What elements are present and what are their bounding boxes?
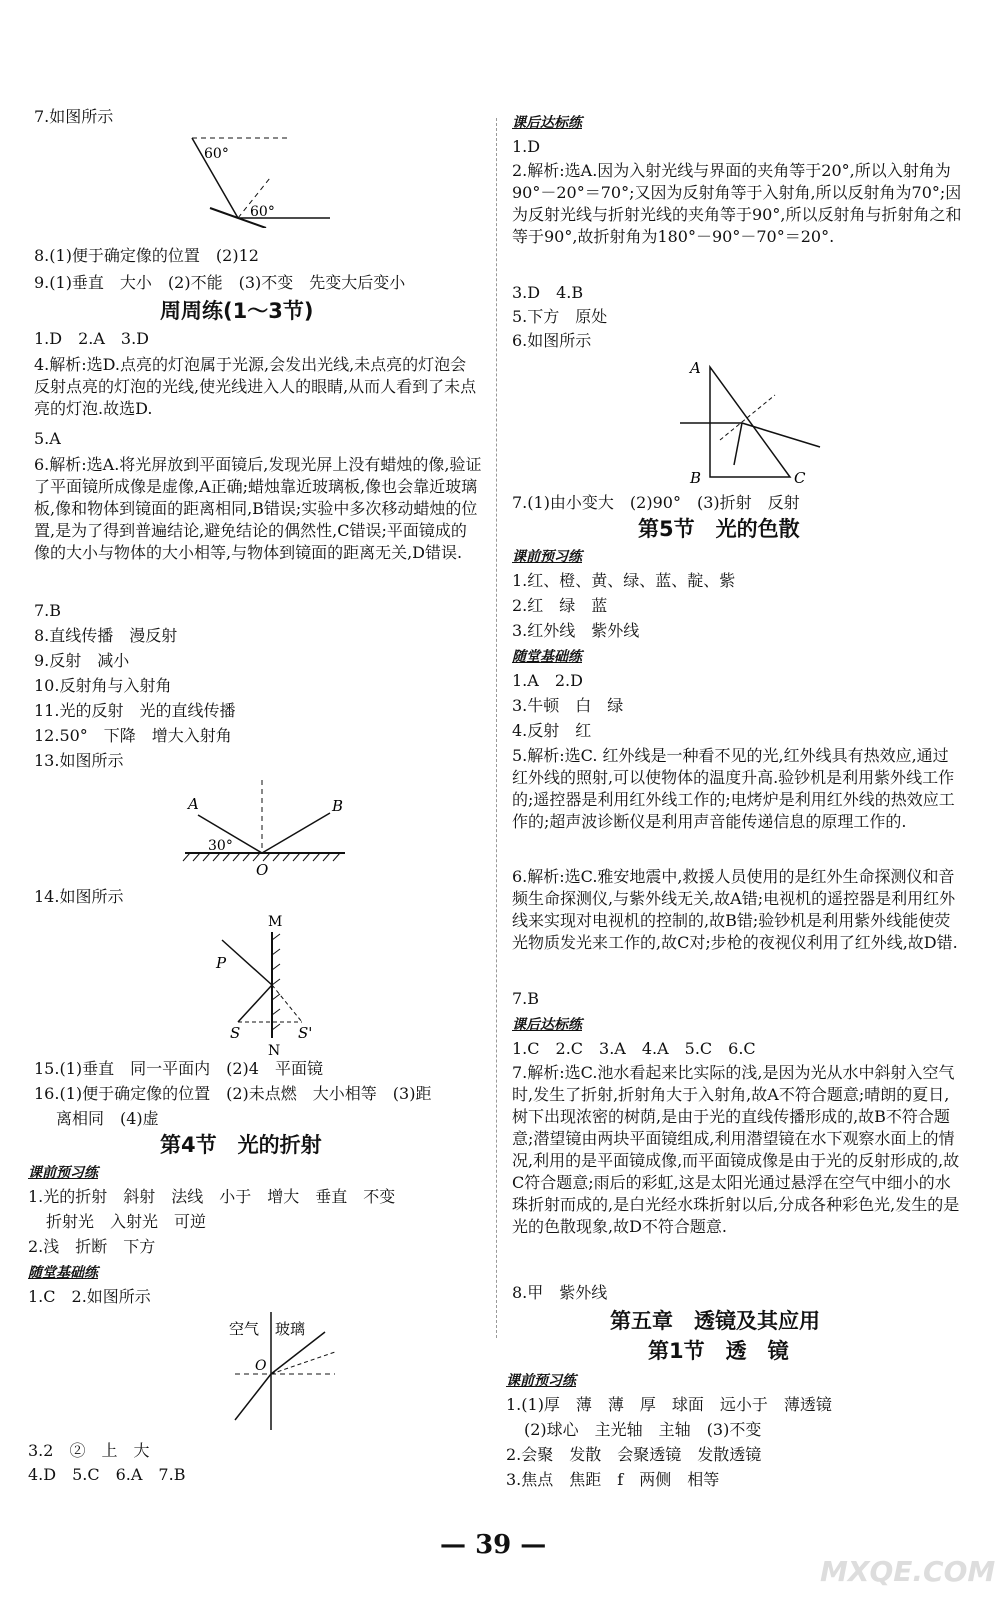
medium-air: 空气 xyxy=(229,1320,260,1338)
point-o: O xyxy=(255,1358,267,1374)
answer-13: 13.如图所示 xyxy=(34,751,124,770)
answer-2: 2.会聚 发散 会聚透镜 发散透镜 xyxy=(506,1445,762,1464)
answer-4: 4.解析:选D.点亮的灯泡属于光源,会发出光线,未点亮的灯泡会反射点亮的灯泡的光线,使光线进入人的眼睛,从而人看到了未点亮的灯泡.故选D. xyxy=(34,355,477,418)
point-p: P xyxy=(216,954,227,972)
point-o: O xyxy=(256,861,269,879)
subsection-tag: 课前预习练 xyxy=(512,549,582,565)
answer-9: 9.(1)垂直 大小 (2)不能 (3)不变 先变大后变小 xyxy=(34,273,406,292)
answer-12: 12.50° 下降 增大入射角 xyxy=(34,726,232,745)
vertex-a: A xyxy=(690,359,701,377)
subsection-tag: 课前预习练 xyxy=(28,1165,98,1181)
answer-1-cont: 折射光 入射光 可逆 xyxy=(46,1212,207,1231)
section-title: 周周练(1～3节) xyxy=(160,299,314,323)
answer-2: 2.解析:选A.因为入射光线与界面的夹角等于20°,所以入射角为90°－20°＝70°;又因为反射角等于入射角,所以反射角为70°;因为反射光线与折射光线的夹角等于90°,所以反射角与折射角之和等于90°,故折射角为180°－90°－70°＝20°. xyxy=(512,161,962,246)
point-b: B xyxy=(332,797,344,815)
answer-11: 11.光的反射 光的直线传播 xyxy=(34,701,236,720)
answer-6: 6.如图所示 xyxy=(512,331,592,350)
column-divider xyxy=(496,118,497,1338)
point-m: M xyxy=(268,914,283,930)
answer-2: 2.红 绿 蓝 xyxy=(512,596,608,615)
answer-6: 6.解析:选C.雅安地震中,救援人员使用的是红外生命探测仪和音频生命探测仪,与紫外线无关,故A错;电视机的遥控器是利用红外线来实现对电视机的控制的,故B错;验钞机是利用紫外线能使荧光物质发光来工作的,故C对;步枪的夜视仪利用了红外线,故D错. xyxy=(512,867,958,952)
answer-1-cont: (2)球心 主光轴 主轴 (3)不变 xyxy=(524,1420,762,1439)
answer-7b: 7.解析:选C.池水看起来比实际的浅,是因为光从水中斜射入空气时,发生了折射,折射角大于入射角,故A不符合题意;晴朗的夏日,树下出现浓密的树荫,是由于光的直线传播形成的,故B不符合题意;潜望镜由两块平面镜组成,利用潜望镜在水下观察水面上的情况,利用的是平面镜成像,而平面镜成像是由于光的反射形成的,故C符合题意;雨后的彩虹,这是太阳光通过悬浮在空气中细小的水珠折射而成的,是白光经水珠折射以后,分成各种彩色光,发生的是光的色散现象,故D不符合题意. xyxy=(512,1063,960,1236)
answer-15: 15.(1)垂直 同一平面内 (2)4 平面镜 xyxy=(34,1059,323,1078)
answer-1: 1.(1)厚 薄 薄 厚 球面 远小于 薄透镜 xyxy=(506,1395,832,1414)
subsection-tag: 随堂基础练 xyxy=(28,1265,98,1281)
point-n: N xyxy=(268,1043,281,1059)
vertex-c: C xyxy=(794,469,806,487)
answer-7: 7.如图所示 xyxy=(34,107,114,126)
answer-8: 8.(1)便于确定像的位置 (2)12 xyxy=(34,246,259,265)
page-number: — 39 — xyxy=(440,1530,547,1560)
section-title: 第5节 光的色散 xyxy=(638,517,800,541)
answer-16: 16.(1)便于确定像的位置 (2)未点燃 大小相等 (3)距 xyxy=(34,1084,432,1103)
figure-prism xyxy=(680,355,830,490)
subsection-tag: 课前预习练 xyxy=(506,1373,576,1389)
answer-1: 1.C 2.如图所示 xyxy=(28,1287,151,1306)
answer-row: 1.C 2.C 3.A 4.A 5.C 6.C xyxy=(512,1039,756,1058)
answer-4: 4.反射 红 xyxy=(512,721,592,740)
answer-9b: 9.反射 减小 xyxy=(34,651,130,670)
subsection-tag: 课后达标练 xyxy=(512,115,582,131)
answer-1: 1.光的折射 斜射 法线 小于 增大 垂直 不变 xyxy=(28,1187,396,1206)
medium-glass: 玻璃 xyxy=(275,1320,306,1338)
vertex-b: B xyxy=(690,469,702,487)
answer-1: 1.D xyxy=(512,137,541,156)
answer-14: 14.如图所示 xyxy=(34,887,124,906)
chapter-title: 第五章 透镜及其应用 xyxy=(610,1309,820,1333)
watermark-logo: MXQE.COM xyxy=(820,1555,996,1588)
answer-2: 2.浅 折断 下方 xyxy=(28,1237,156,1256)
answer-7b: 7.B xyxy=(34,601,62,620)
section-title: 第4节 光的折射 xyxy=(160,1133,322,1157)
answer-3: 3.红外线 紫外线 xyxy=(512,621,640,640)
answer-3: 3.2 ② 上 大 xyxy=(28,1441,150,1460)
point-s-prime: S' xyxy=(298,1024,313,1042)
answer-5: 5.下方 原处 xyxy=(512,307,608,326)
answer-3: 3.牛顿 白 绿 xyxy=(512,696,624,715)
answer-5: 5.解析:选C. 红外线是一种看不见的光,红外线具有热效应,通过红外线的照射,可以使物体的温度升高.验钞机是利用紫外线工作的;遥控器是利用红外线工作的;电烤炉是利用红外线的热效应工作的;超声波诊断仪是利用声音能传递信息的原理工作的. xyxy=(512,746,955,831)
answer-16-cont: 离相同 (4)虚 xyxy=(56,1109,159,1128)
point-a: A xyxy=(188,795,199,813)
answer-4: 4.D 5.C 6.A 7.B xyxy=(28,1465,186,1484)
answer-7: 7.B xyxy=(512,989,540,1008)
answer-3: 3.D 4.B xyxy=(512,283,584,302)
subsection-tag: 随堂基础练 xyxy=(512,649,582,665)
figure-refraction xyxy=(225,1312,345,1432)
figure-reflection-60 xyxy=(190,128,340,228)
answer-1: 1.A 2.D xyxy=(512,671,583,690)
point-s: S xyxy=(230,1024,241,1042)
answer-5: 5.A xyxy=(34,429,61,448)
answer-row: 1.D 2.A 3.D xyxy=(34,329,150,348)
angle-label: 60° xyxy=(250,204,275,220)
section-title: 第1节 透 镜 xyxy=(648,1339,789,1363)
answer-10: 10.反射角与入射角 xyxy=(34,676,172,695)
figure-reflection-30 xyxy=(180,775,350,880)
answer-8: 8.甲 紫外线 xyxy=(512,1283,608,1302)
answer-1: 1.红、橙、黄、绿、蓝、靛、紫 xyxy=(512,571,736,590)
answer-3: 3.焦点 焦距 f 两侧 相等 xyxy=(506,1470,720,1489)
answer-8b: 8.直线传播 漫反射 xyxy=(34,626,178,645)
figure-mirror-mn xyxy=(210,910,330,1060)
angle-label: 60° xyxy=(204,146,229,162)
subsection-tag: 课后达标练 xyxy=(512,1017,582,1033)
angle-label: 30° xyxy=(208,838,233,854)
answer-7: 7.(1)由小变大 (2)90° (3)折射 反射 xyxy=(512,493,800,512)
answer-6: 6.解析:选A.将光屏放到平面镜后,发现光屏上没有蜡烛的像,验证了平面镜所成像是虚像,A正确;蜡烛靠近玻璃板,像也会靠近玻璃板,像和物体到镜面的距离相同,B错误;实验中多次移动蜡烛的位置,是为了得到普遍结论,避免结论的偶然性,C错误;平面镜成的像的大小与物体的大小相等,与物体到镜面的距离无关,D错误. xyxy=(34,455,482,562)
